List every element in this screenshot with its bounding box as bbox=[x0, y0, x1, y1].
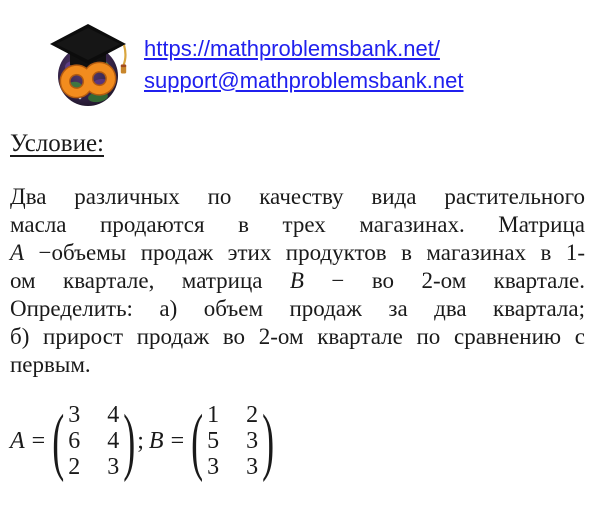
condition-heading: Условие: bbox=[10, 130, 104, 157]
text-segment: −объемы продаж этих продуктов в магазинах в 1- bbox=[24, 240, 585, 265]
matrix-b-grid bbox=[203, 402, 262, 480]
semicolon: ; bbox=[137, 427, 144, 454]
matrix-a-grid bbox=[64, 402, 123, 480]
site-logo-icon bbox=[44, 18, 132, 110]
matrix-b-cell: 3 bbox=[207, 454, 220, 480]
text-segment: Два различных по качеству вида растительного bbox=[10, 184, 585, 209]
header-links bbox=[144, 34, 464, 95]
matrix-a-name: A bbox=[10, 427, 25, 454]
problem-statement bbox=[10, 183, 585, 379]
right-paren: ) bbox=[123, 399, 136, 483]
matrix-b-cell: 3 bbox=[246, 428, 259, 454]
matrix-a-cell: 3 bbox=[107, 454, 120, 480]
support-email-link[interactable]: support@mathproblemsbank.net bbox=[144, 67, 464, 93]
left-paren: ( bbox=[191, 399, 204, 483]
problem-text-line bbox=[10, 239, 585, 267]
header bbox=[0, 0, 601, 110]
matrix-a-cell: 3 bbox=[68, 402, 81, 428]
matrix-b-cell: 1 bbox=[207, 402, 220, 428]
matrix-b-name: B bbox=[148, 427, 164, 454]
matrix-a-cell: 4 bbox=[107, 402, 120, 428]
right-paren: ) bbox=[262, 399, 275, 483]
problem-text-line bbox=[10, 211, 585, 239]
matrix-b-cell: 2 bbox=[246, 402, 259, 428]
matrix-a-cell: 4 bbox=[107, 428, 120, 454]
matrix-a-cell: 2 bbox=[68, 454, 81, 480]
text-segment: − во 2-ом квартале. bbox=[303, 268, 585, 293]
equals-sign: = bbox=[31, 427, 46, 454]
matrix-b-cell: 5 bbox=[207, 428, 220, 454]
text-segment: Определить: а) объем продаж за два квартала; bbox=[10, 296, 585, 321]
problem-text-line bbox=[10, 295, 585, 323]
text-segment: A bbox=[10, 240, 25, 265]
text-segment: ом квартале, матрица bbox=[10, 268, 290, 293]
website-link[interactable]: https://mathproblemsbank.net/ bbox=[144, 35, 440, 61]
text-segment: б) прирост продаж во 2-ом квартале по сравнению с bbox=[10, 324, 585, 349]
left-paren: ( bbox=[52, 399, 65, 483]
equals-sign: = bbox=[170, 427, 185, 454]
problem-text-line bbox=[10, 267, 585, 295]
matrix-a-cell: 6 bbox=[68, 428, 81, 454]
problem-text-line bbox=[10, 351, 585, 379]
text-segment: первым. bbox=[10, 352, 91, 377]
problem-text-line bbox=[10, 323, 585, 351]
problem-text-line bbox=[10, 183, 585, 211]
text-segment: B bbox=[289, 268, 304, 293]
matrix-b-cell: 3 bbox=[246, 454, 259, 480]
text-segment: масла продаются в трех магазинах. Матрица bbox=[10, 212, 585, 237]
matrix-formula bbox=[10, 395, 601, 487]
graduation-cap-globe-infinity-icon bbox=[44, 18, 132, 110]
